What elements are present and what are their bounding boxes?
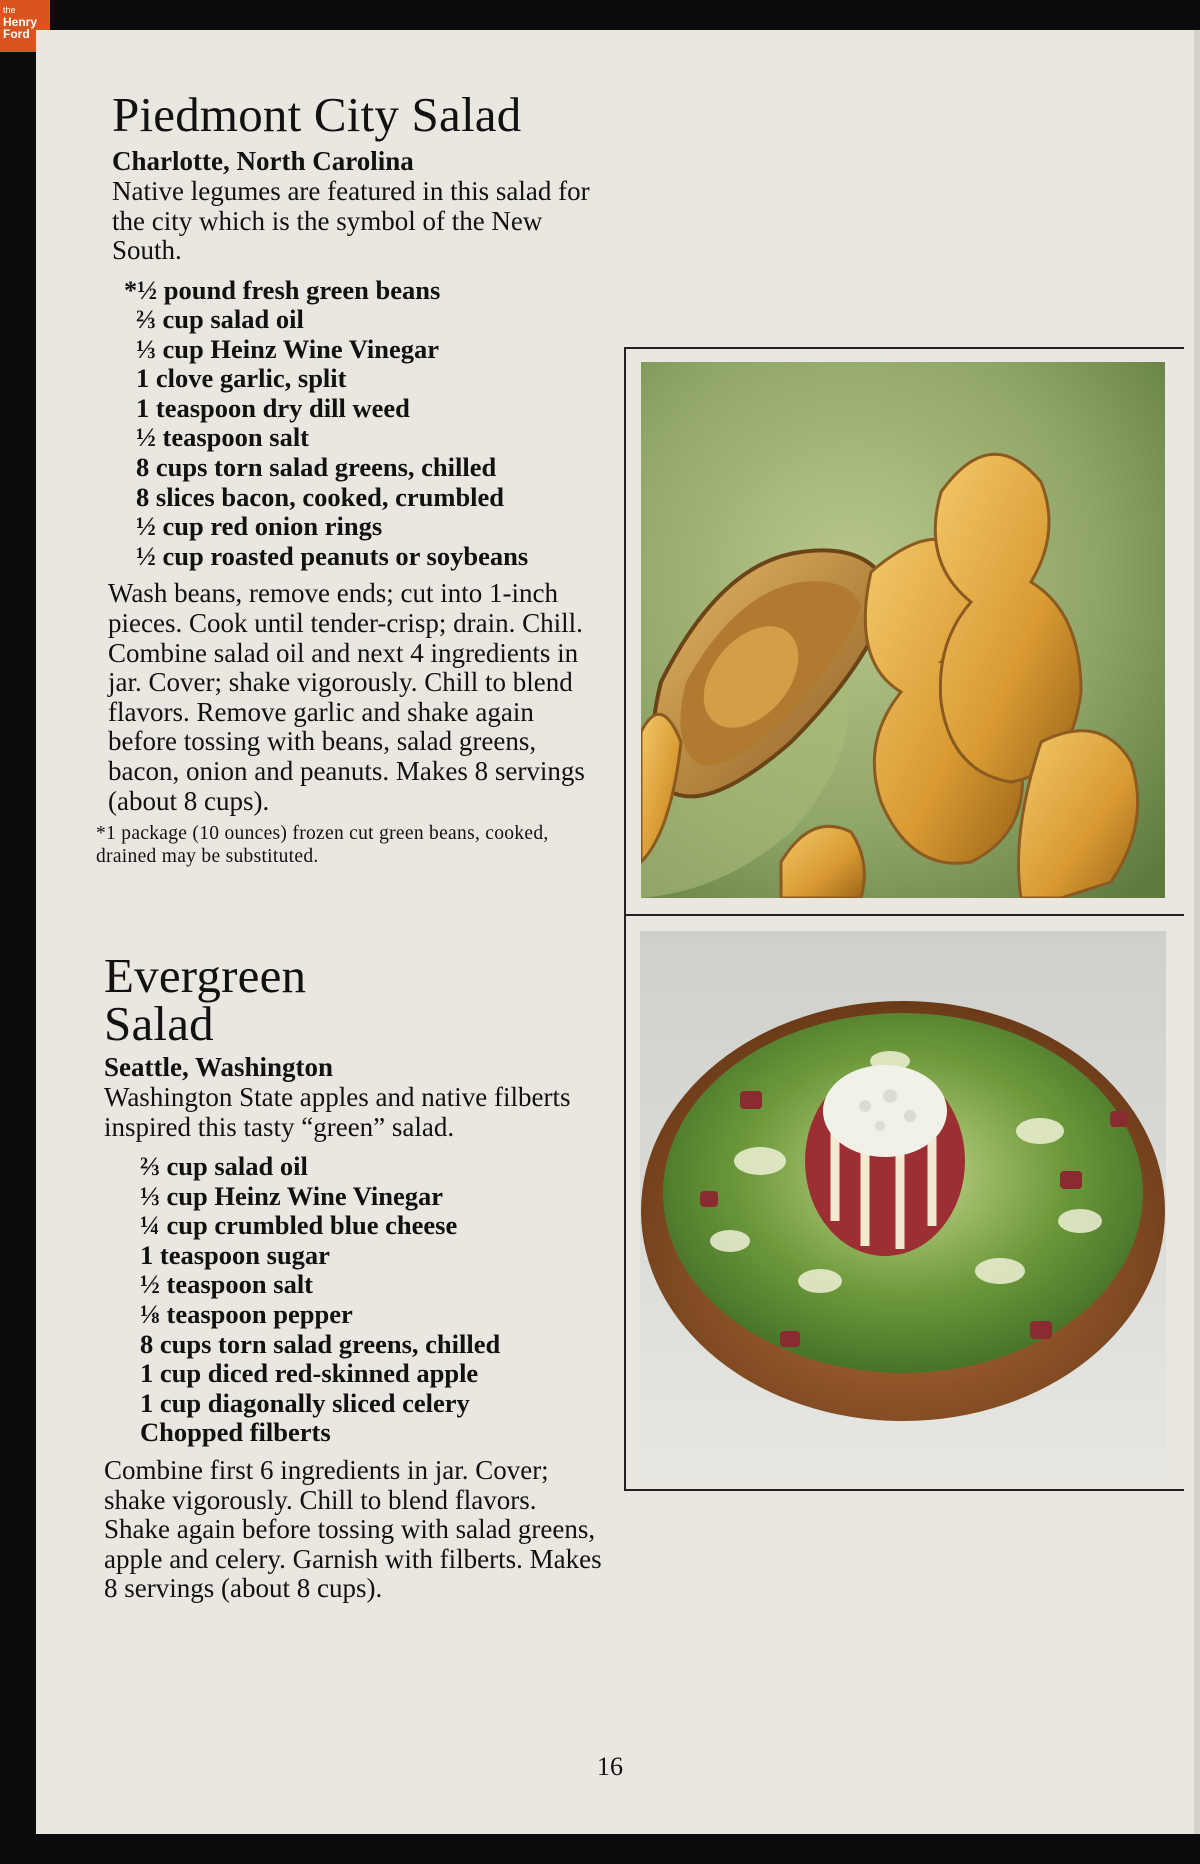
ingredient: ½ teaspoon salt bbox=[136, 422, 310, 453]
ingredient: 1 teaspoon sugar bbox=[140, 1239, 330, 1270]
ingredient: ⅛ teaspoon pepper bbox=[140, 1298, 353, 1329]
logo-line1: Henry bbox=[3, 15, 38, 29]
ingredient: 1 cup diced red-skinned apple bbox=[140, 1358, 479, 1389]
page-edge bbox=[1194, 30, 1200, 1834]
ingredient: ⅓ cup Heinz Wine Vinegar bbox=[140, 1180, 444, 1211]
logo-the: the bbox=[3, 5, 16, 15]
ingredient: ½ teaspoon salt bbox=[140, 1269, 314, 1300]
ingredient: ½ cup roasted peanuts or soybeans bbox=[136, 540, 529, 571]
ingredient-list bbox=[124, 274, 612, 572]
ingredient: ⅓ cup Heinz Wine Vinegar bbox=[136, 333, 440, 364]
ingredient: *½ pound fresh green beans bbox=[124, 274, 441, 305]
recipe-evergreen-salad bbox=[104, 948, 604, 1604]
recipe-title: Piedmont City Salad bbox=[112, 87, 522, 142]
ingredient: 1 teaspoon dry dill weed bbox=[136, 392, 410, 423]
recipe-location: Seattle, Washington bbox=[104, 1052, 334, 1082]
ingredient: ½ cup red onion rings bbox=[136, 511, 383, 542]
evergreen-salad-photo bbox=[640, 931, 1166, 1479]
ingredient: Chopped filberts bbox=[140, 1417, 331, 1448]
ingredient-list bbox=[140, 1152, 604, 1448]
photo-divider bbox=[624, 914, 1184, 916]
ingredient: ¼ cup crumbled blue cheese bbox=[140, 1210, 458, 1241]
ingredient: 8 slices bacon, cooked, crumbled bbox=[136, 481, 505, 512]
ingredient: ⅔ cup salad oil bbox=[136, 304, 304, 335]
recipe-piedmont-city-salad bbox=[96, 87, 612, 868]
recipe-method: Wash beans, remove ends; cut into 1-inch pieces. Cook until tender-crisp; drain. Chill. Combine salad oil and next 4 ingredients in jar. Cover; shake vigorously. Chill to blend flavors. Remove garlic and shake again before tossing with beans, salad greens, bacon, onion and peanuts. Makes 8 servings (about 8 cups). bbox=[108, 578, 585, 816]
recipe-title: Evergreen Salad bbox=[104, 948, 307, 1051]
recipe-intro: Native legumes are featured in this salad for the city which is the symbol of the New South. bbox=[112, 176, 590, 265]
page-number: 16 bbox=[597, 1752, 623, 1781]
logo-line2: Ford bbox=[3, 27, 30, 41]
ingredient: 8 cups torn salad greens, chilled bbox=[136, 452, 497, 483]
page-bottom-band bbox=[0, 1834, 1200, 1864]
recipe-location: Charlotte, North Carolina bbox=[112, 146, 414, 176]
peanuts-illustration bbox=[641, 362, 1165, 898]
ingredient: 1 clove garlic, split bbox=[136, 363, 347, 394]
ingredient: 1 cup diagonally sliced celery bbox=[140, 1387, 470, 1418]
recipe-method: Combine first 6 ingredients in jar. Cover; shake vigorously. Chill to blend flavors. Shake again before tossing with salad greens, apple and celery. Garnish with filberts. Makes 8 servings (about 8 cups). bbox=[104, 1454, 602, 1604]
recipe-footnote: *1 package (10 ounces) frozen cut green beans, cooked, drained may be substituted. bbox=[96, 823, 549, 868]
ingredient: ⅔ cup salad oil bbox=[140, 1151, 308, 1181]
recipe-intro: Washington State apples and native filberts inspired this tasty “green” salad. bbox=[104, 1082, 571, 1142]
ingredient: 8 cups torn salad greens, chilled bbox=[140, 1328, 501, 1359]
